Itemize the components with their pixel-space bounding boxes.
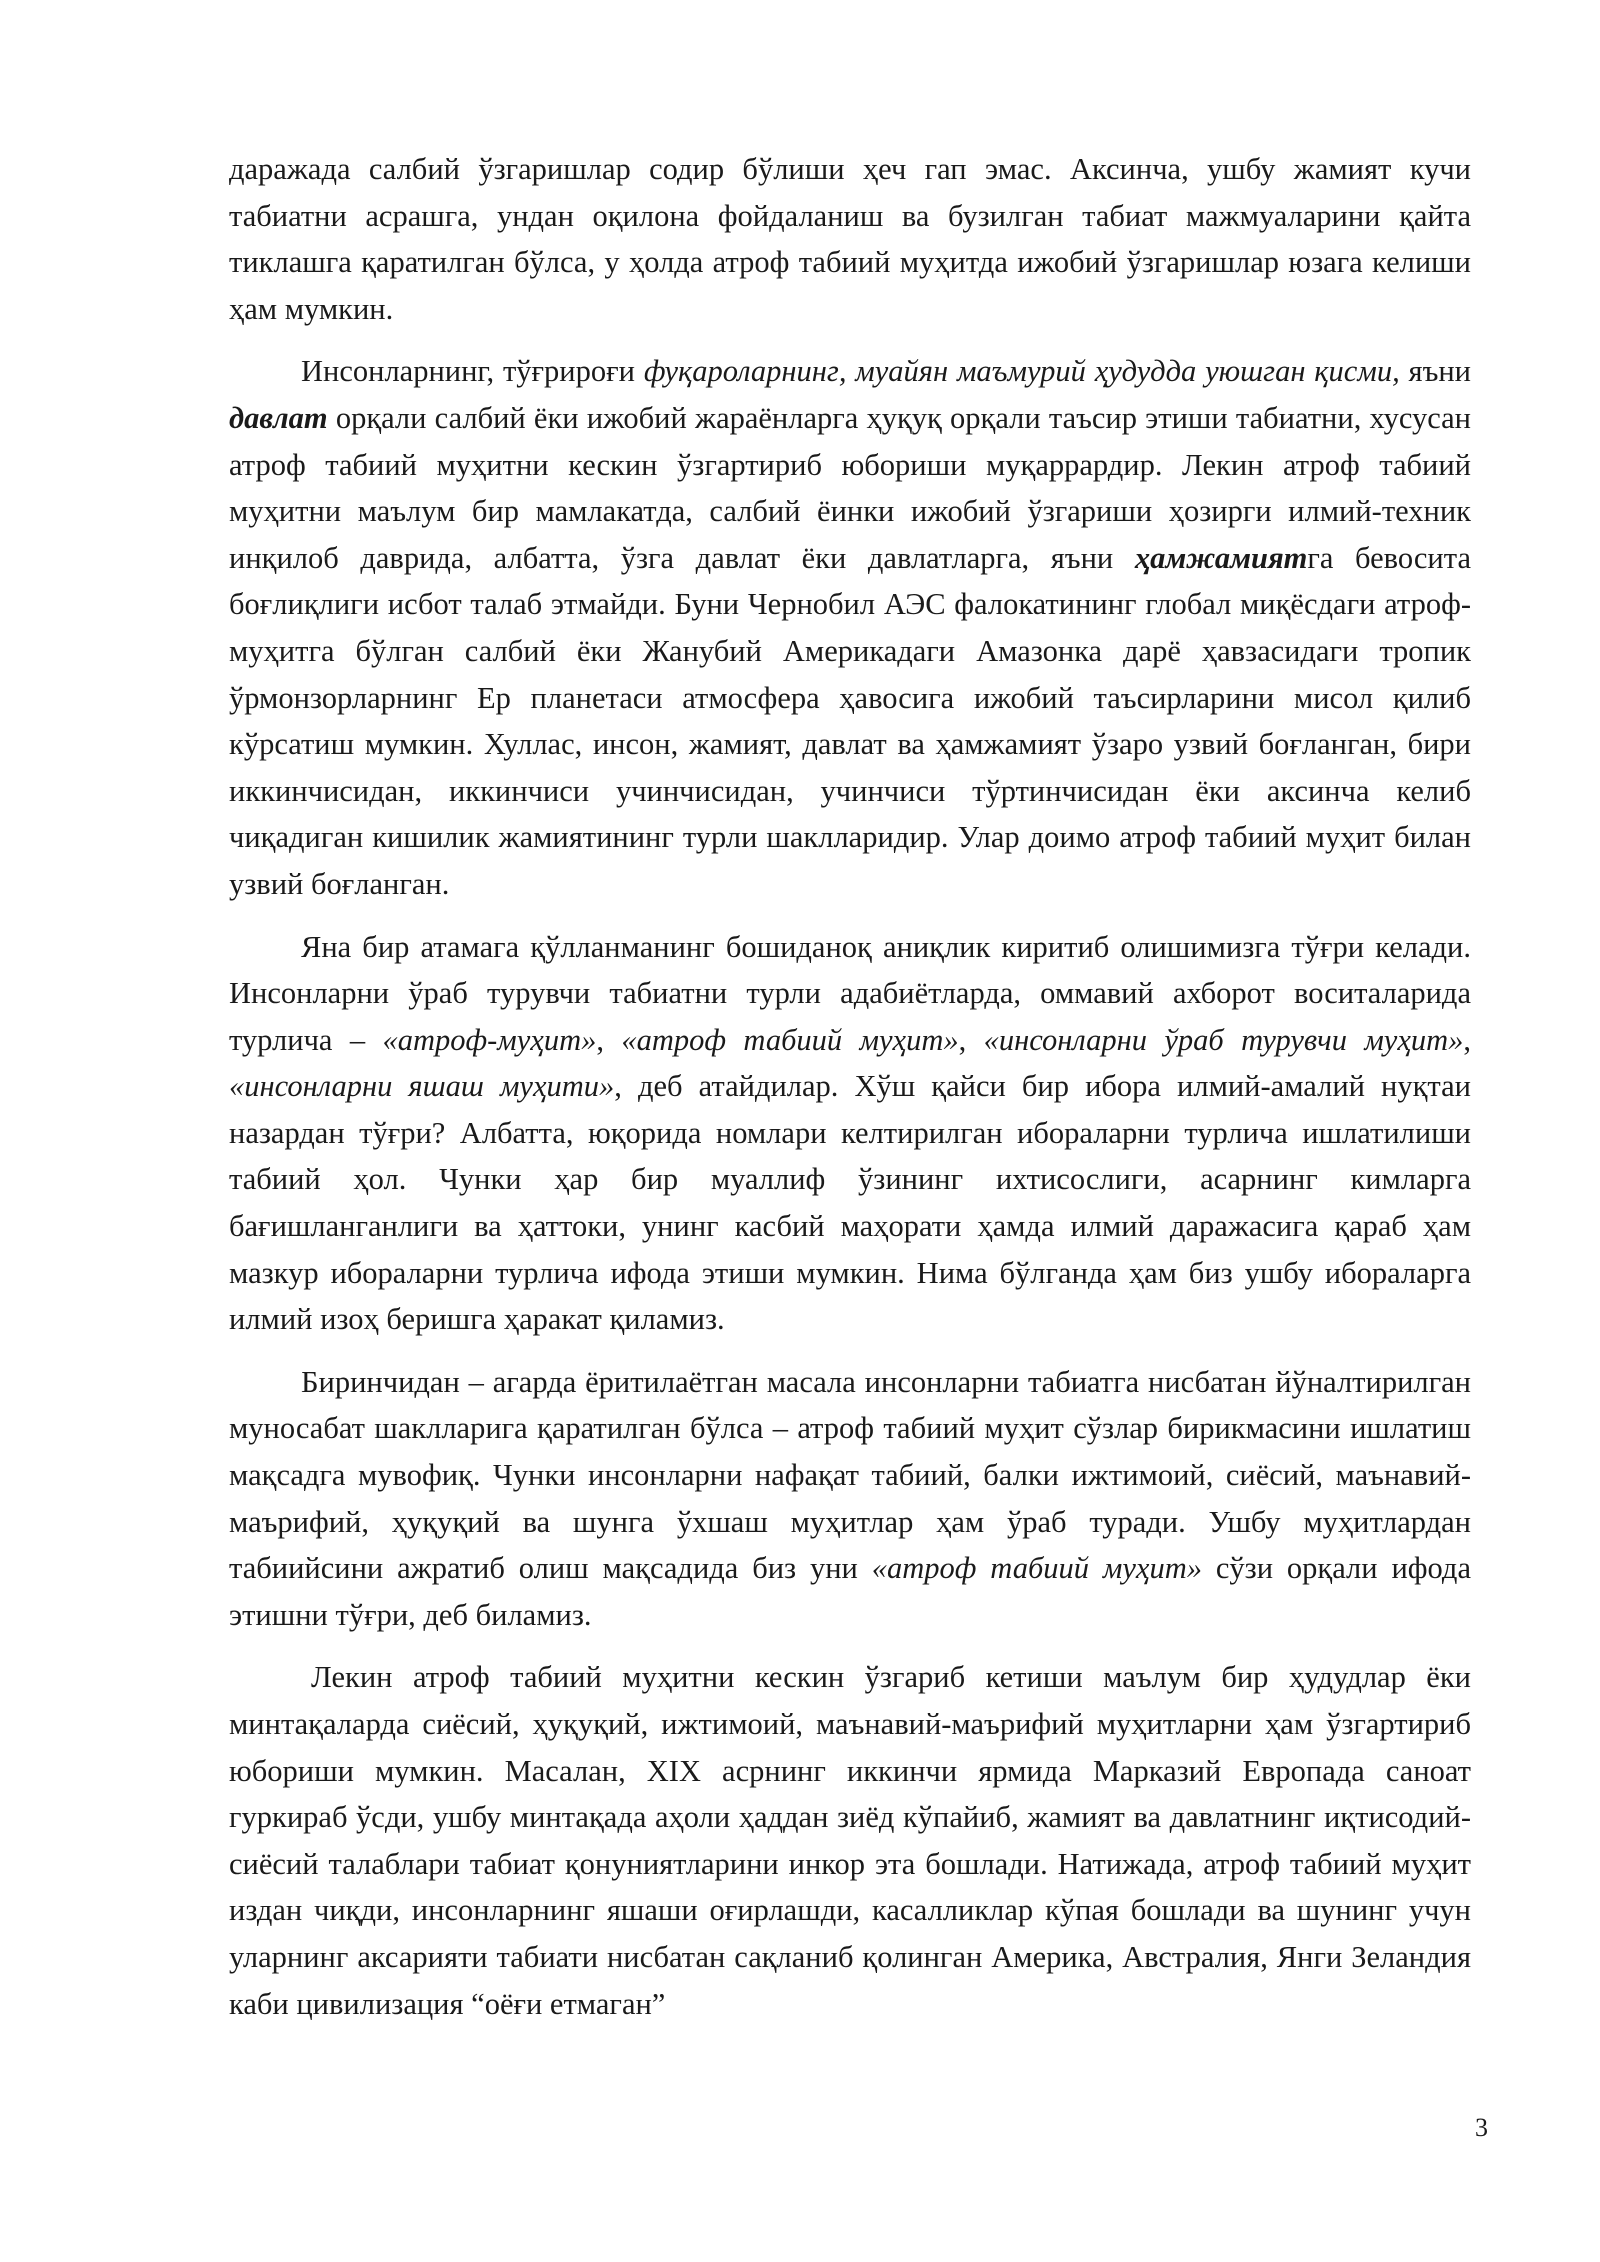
- text-run: ,: [1463, 1022, 1472, 1057]
- text-run: «атроф табиий муҳит»: [621, 1022, 959, 1057]
- text-run: Яна бир атамага қўлланманинг бошиданоқ аниқлик киритиб олишимизга тўғри келади. Инсонларни ўраб турувчи табиатни турли адабиётларда, оммавий ахборот воситаларида турлича –: [229, 929, 1471, 1057]
- page-number: 3: [1475, 2113, 1488, 2142]
- text-run: «инсонларни яшаш муҳити»: [229, 1069, 615, 1104]
- text-run: орқали салбий ёки ижобий жараёнларга ҳуқуқ орқали таъсир этиши табиатни, хусусан атроф табиий муҳитни кескин ўзгартириб юбориши муқаррардир. Лекин атроф табиий муҳитни маълум бир мамлакатда, салбий ёинки ижобий ўзгариши ҳозирги илмий-техник инқилоб даврида, албатта, ўзга давлат ёки давлатларга, яъни: [229, 400, 1471, 575]
- text-run: Биринчидан – агарда ёритилаётган масала инсонларни табиатга нисбатан йўналтирилган муносабат шаклларига қаратилган бўлса – атроф табиий муҳит сўзлар бирикмасини ишлатиш мақсадга мувофиқ. Чунки инсонларни нафақат табиий, балки ижтимоий, сиёсий, маънавий- маърифий, ҳуқуқий ва шунга ўхшаш муҳитлар ҳам ўраб туради. Ушбу муҳитлардан табиийсини ажратиб олиш мақсадида биз уни: [229, 1364, 1471, 1586]
- text-run: даражада салбий ўзгаришлар содир бўлиши ҳеч гап эмас. Аксинча, ушбу жамият кучи табиатни асрашга, ундан оқилона фойдаланиш ва бузилган табиат мажмуаларини қайта тиклашга қаратилган бўлса, у ҳолда атроф табиий муҳитда ижобий ўзгаришлар юзага келиши ҳам мумкин.: [229, 152, 1471, 326]
- text-run: ,: [958, 1022, 984, 1057]
- text-run: сўзи орқали ифода этишни тўғри, деб биламиз.: [229, 1551, 1471, 1632]
- text-run: , деб атайдилар. Хўш қайси бир ибора илмий-амалий нуқтаи назардан тўғри? Албатта, юқорида номлари келтирилган ибораларни турлича ишлатилиши табиий ҳол. Чунки ҳар бир муаллиф ўзининг ихтисослиги, асарнинг кимларга бағишланганлиги ва ҳаттоки, унинг касбий маҳорати ҳамда илмий даражасига қараб ҳам мазкур ибораларни турлича ифода этиши мумкин. Нима бўлганда ҳам биз ушбу ибораларга илмий изоҳ беришга ҳаракат қиламиз.: [229, 1069, 1471, 1337]
- paragraph-3: [229, 924, 1471, 1343]
- text-run: яъни: [1399, 354, 1471, 389]
- paragraph-5: [229, 1654, 1471, 2027]
- text-run: ,: [596, 1022, 622, 1057]
- text-run: ҳамжамият: [1134, 540, 1308, 575]
- paragraph-4: [229, 1359, 1471, 1639]
- paragraph-2: [229, 348, 1471, 907]
- text-run: «инсонларни ўраб турувчи муҳит»: [983, 1022, 1464, 1057]
- text-run: «атроф-муҳит»: [382, 1022, 597, 1057]
- text-run: давлат: [229, 400, 328, 435]
- text-run: Инсонларнинг, тўғрироғи: [301, 354, 644, 389]
- text-run: Лекин атроф табиий муҳитни кескин ўзгариб кетиши маълум бир ҳудудлар ёки минтақаларда сиёсий, ҳуқуқий, ижтимоий, маънавий-маърифий муҳитларни ҳам ўзгартириб юбориши мумкин. Масалан, XIX асрнинг иккинчи ярмида Марказий Европада саноат гуркираб ўсди, ушбу минтақада аҳоли ҳаддан зиёд кўпайиб, жамият ва давлатнинг иқтисодий-сиёсий талаблари табиат қонуниятларини инкор эта бошлади. Натижада, атроф табиий муҳит издан чиқди, инсонларнинг яшаши оғирлашди, касалликлар кўпая бошлади ва шунинг учун уларнинг аксарияти табиати нисбатан сақланиб қолинган Америка, Австралия, Янги Зеландия каби цивилизация “оёғи етмаган”: [229, 1660, 1471, 2021]
- text-run: «атроф табиий муҳит»: [871, 1551, 1202, 1586]
- text-run: га бевосита боғлиқлиги исбот талаб этмайди. Буни Чернобил АЭС фалокатининг глобал миқёсдаги атроф-муҳитга бўлган салбий ёки Жанубий Америкадаги Амазонка дарё ҳавзасидаги тропик ўрмонзорларнинг Ер планетаси атмосфера ҳавосига ижобий таъсирларини мисол қилиб кўрсатиш мумкин. Хуллас, инсон, жамият, давлат ва ҳамжамият ўзаро узвий боғланган, бири иккинчисидан, иккинчиси учинчисидан, учинчиси тўртинчисидан ёки аксинча келиб чиқадиган кишилик жамиятининг турли шаклларидир. Улар доимо атроф табиий муҳит билан узвий боғланган.: [229, 540, 1471, 901]
- text-run: фуқароларнинг, муайян маъмурий ҳудудда уюшган қисми,: [643, 354, 1400, 389]
- paragraph-1: [229, 146, 1471, 332]
- document-body: [229, 146, 1471, 2043]
